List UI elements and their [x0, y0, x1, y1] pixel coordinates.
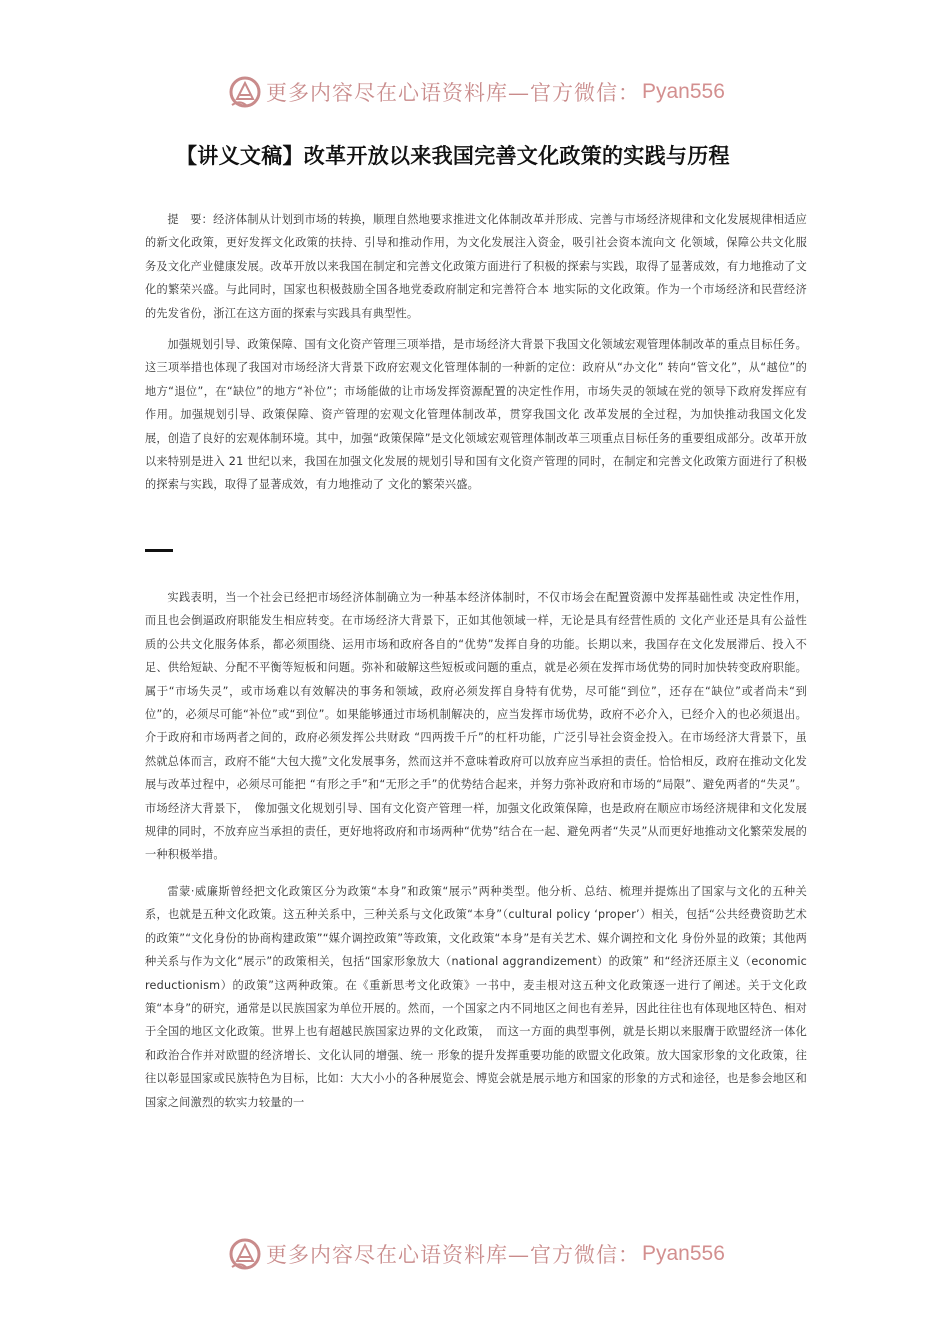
header-banner-text: 更多内容尽在心语资料库—官方微信：: [266, 81, 640, 105]
footer-banner[interactable]: [228, 1234, 728, 1274]
logo-seal-icon: [228, 1237, 262, 1271]
header-banner-code: Pyan556: [642, 80, 725, 103]
logo-seal-icon: [228, 75, 262, 109]
section1-paragraph-1-block: [145, 586, 807, 867]
section1-paragraph-2: 雷蒙·威廉斯曾经把文化政策区分为政策“本身”和政策“展示”两种类型。他分析、总结、梳理并提炼出了国家与文化的五种关系，也就是五种文化政策。这五种关系中，三种关系与文化政策“本身”（cultural policy ‘proper’）相关，包括“公共经费资助艺术的政策”“文化身份的协商构建政策”“媒介调控政策”等政策，文化政策“本身”是有关艺术、媒介调控和文化 身份外显的政策；其他两种关系与作为文化“展示”的政策相关，包括“国家形象放大（national aggrandizement）的政策” 和“经济还原主义（economic reductionism）的政策”这两种政策。在《重新思考文化政策》一书中，麦圭根对这五种文化政策逐一进行了阐述。关于文化政策“本身”的研究，通常是以民族国家为单位开展的。然而，一个国家之内不同地区之间也有差异，因此往往也有体现地区特色、相对于全国的地区文化政策。世界上也有超越民族国家边界的文化政策， 而这一方面的典型事例，就是长期以来服膺于欧盟经济一体化和政治合作并对欧盟的经济增长、文化认同的增强、统一 形象的提升发挥重要功能的欧盟文化政策。放大国家形象的文化政策，往往以彰显国家或民族特色为目标，比如：大大小小的各种展览会、博览会就是展示地方和国家的形象的方式和途径，也是参会地区和国家之间激烈的软实力较量的一: [145, 885, 807, 1109]
intro-block: [145, 333, 807, 497]
intro-paragraph: 加强规划引导、政策保障、国有文化资产管理三项举措，是市场经济大背景下我国文化领域宏观管理体制改革的重点目标任务。这三项举措也体现了我国对市场经济大背景下政府宏观文化管理体制的一种新的定位：政府从“办文化” 转向“管文化”，从“越位”的地方“退位”，在“缺位”的地方“补位”；市场能做的让市场发挥资源配置的决定性作用，市场失灵的领域在党的领导下政府发挥应有作用。加强规划引导、政策保障、资产管理的宏观文化管理体制改革，贯穿我国文化 改革发展的全过程，为加快推动我国文化发展，创造了良好的宏观体制环境。其中，加强“政策保障”是文化领域宏观管理体制改革三项重点目标任务的重要组成部分。改革开放以来特别是进入 21 世纪以来，我国在加强文化发展的规划引导和国有文化资产管理的同时，在制定和完善文化政策方面进行了积极的探索与实践，取得了显著成效，有力地推动了 文化的繁荣兴盛。: [145, 338, 807, 492]
footer-banner-code: Pyan556: [642, 1242, 725, 1265]
footer-banner-text: 更多内容尽在心语资料库—官方微信：: [266, 1243, 640, 1267]
section-heading-text: 一: [145, 537, 146, 538]
section1-paragraph-1: 实践表明，当一个社会已经把市场经济体制确立为一种基本经济体制时，不仅市场会在配置资源中发挥基础性或 决定性作用，而且也会倒逼政府职能发生相应转变。在市场经济大背景下，正如其他领域一样，无论是具有经营性质的 文化产业还是具有公益性质的公共文化服务体系，都必须围绕、运用市场和政府各自的“优势”发挥自身的功能。长期以来，我国存在文化发展滞后、投入不足、供给短缺、分配不平衡等短板和问题。弥补和破解这些短板或问题的重点，就是必须在发挥市场优势的同时加快转变政府职能。属于“市场失灵”，或市场难以有效解决的事务和领域，政府必须发挥自身特有优势，尽可能“到位”，还存在“缺位”或者尚未“到位”的，必须尽可能“补位”或“到位”。如果能够通过市场机制解决的，应当发挥市场优势，政府不必介入，已经介入的也必须退出。介于政府和市场两者之间的，政府必须发挥公共财政 “四两拨千斤”的杠杆功能，广泛引导社会资金投入。在市场经济大背景下，虽然就总体而言，政府不能“大包大揽”文化发展事务，然而这并不意味着政府可以放弃应当承担的责任。恰恰相反，政府在推动文化发展与改革过程中，必须尽可能把 “有形之手”和“无形之手”的优势结合起来，并努力弥补政府和市场的“局限”、避免两者的“失灵”。市场经济大背景下， 像加强文化规划引导、国有文化资产管理一样，加强文化政策保障，也是政府在顺应市场经济规律和文化发展规律的同时，不放弃应当承担的责任，更好地将政府和市场两种“优势”结合在一起、避免两者“失灵”从而更好地推动文化繁荣发展的一种积极举措。: [145, 591, 807, 862]
section-heading-one: [145, 537, 173, 565]
abstract-paragraph: 提 要：经济体制从计划到市场的转换，顺理自然地要求推进文化体制改革并形成、完善与市场经济规律和文化发展规律相适应的新文化政策，更好发挥文化政策的扶持、引导和推动作用，为文化发展注入资金，吸引社会资本流向文 化领域，保障公共文化服务及文化产业健康发展。改革开放以来我国在制定和完善文化政策方面进行了积极的探索与实践，取得了显著成效，有力地推动了文化的繁荣兴盛。与此同时，国家也积极鼓励全国各地党委政府制定和完善符合本 地实际的文化政策。作为一个市场经济和民营经济的先发省份，浙江在这方面的探索与实践具有典型性。: [145, 213, 807, 320]
document-title: 【讲义文稿】改革开放以来我国完善文化政策的实践与历程: [176, 144, 730, 168]
section1-paragraph-2-block: [145, 880, 807, 1114]
header-banner[interactable]: [228, 72, 728, 112]
abstract-block: [145, 208, 807, 325]
